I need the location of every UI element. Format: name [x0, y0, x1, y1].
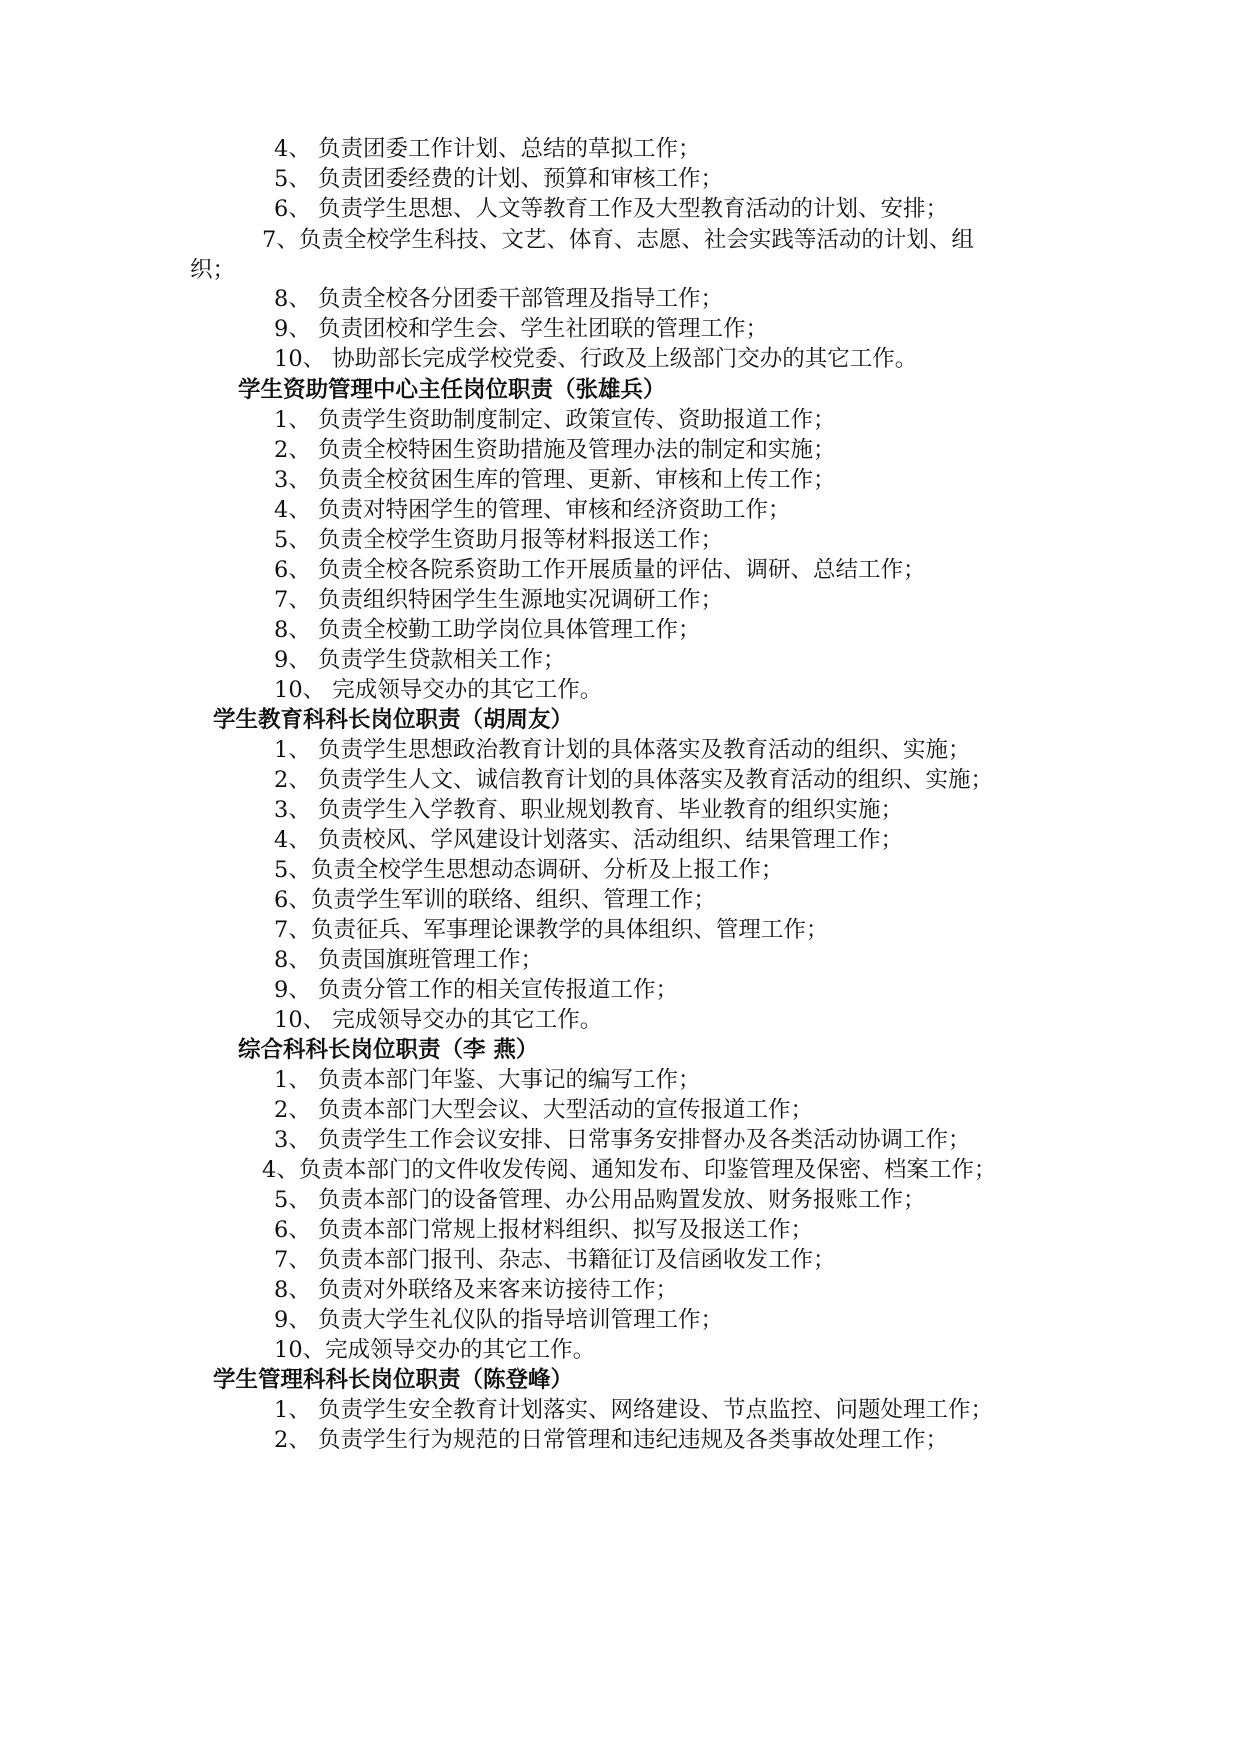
tuanwei-item-7: 7、负责全校学生科技、文艺、体育、志愿、社会实践等活动的计划、组: [262, 227, 974, 253]
jiaoyu-item-9: 9、 负责分管工作的相关宣传报道工作；: [274, 977, 678, 1003]
zizhu-item-5: 5、 负责全校学生资助月报等材料报送工作；: [274, 527, 723, 553]
tuanwei-item-7-cont: 织；: [190, 257, 236, 283]
zizhu-item-2: 2、 负责全校特困生资助措施及管理办法的制定和实施；: [274, 437, 836, 463]
guanli-item-2: 2、 负责学生行为规范的日常管理和违纪违规及各类事故处理工作；: [274, 1427, 948, 1453]
zonghe-item-4: 4、负责本部门的文件收发传阅、通知发布、印鉴管理及保密、档案工作；: [262, 1157, 997, 1183]
tuanwei-item-5: 5、 负责团委经费的计划、预算和审核工作；: [274, 166, 723, 192]
tuanwei-item-8: 8、 负责全校各分团委干部管理及指导工作；: [274, 286, 723, 312]
zizhu-item-9: 9、 负责学生贷款相关工作；: [274, 647, 566, 673]
zizhu-item-3: 3、 负责全校贫困生库的管理、更新、审核和上传工作；: [274, 467, 836, 493]
zizhu-item-1: 1、 负责学生资助制度制定、政策宣传、资助报道工作；: [274, 407, 836, 433]
tuanwei-item-10: 10、 协助部长完成学校党委、行政及上级部门交办的其它工作。: [274, 346, 918, 372]
jiaoyu-item-1: 1、 负责学生思想政治教育计划的具体落实及教育活动的组织、实施；: [274, 737, 971, 763]
jiaoyu-item-4: 4、 负责校风、学风建设计划落实、活动组织、结果管理工作；: [274, 827, 903, 853]
jiaoyu-heading: 学生教育科科长岗位职责（胡周友）: [213, 707, 574, 733]
zonghe-item-8: 8、 负责对外联络及来客来访接待工作；: [274, 1277, 678, 1303]
zonghe-item-9: 9、 负责大学生礼仪队的指导培训管理工作；: [274, 1307, 723, 1333]
zonghe-item-5: 5、 负责本部门的设备管理、办公用品购置发放、财务报账工作；: [274, 1187, 926, 1213]
zizhu-item-6: 6、 负责全校各院系资助工作开展质量的评估、调研、总结工作；: [274, 557, 926, 583]
jiaoyu-item-6: 6、负责学生军训的联络、组织、管理工作；: [274, 887, 716, 913]
guanli-heading: 学生管理科科长岗位职责（陈登峰）: [213, 1367, 574, 1393]
zonghe-item-1: 1、 负责本部门年鉴、大事记的编写工作；: [274, 1067, 701, 1093]
zizhu-item-10: 10、 完成领导交办的其它工作。: [274, 677, 603, 703]
jiaoyu-item-7: 7、负责征兵、军事理论课教学的具体组织、管理工作；: [274, 917, 829, 943]
zonghe-item-7: 7、 负责本部门报刊、杂志、书籍征订及信函收发工作；: [274, 1247, 836, 1273]
jiaoyu-item-10: 10、 完成领导交办的其它工作。: [274, 1007, 603, 1033]
zizhu-item-4: 4、 负责对特困学生的管理、审核和经济资助工作；: [274, 497, 791, 523]
guanli-item-1: 1、 负责学生安全教育计划落实、网络建设、节点监控、问题处理工作；: [274, 1397, 993, 1423]
jiaoyu-item-5: 5、负责全校学生思想动态调研、分析及上报工作；: [274, 857, 784, 883]
zizhu-item-8: 8、 负责全校勤工助学岗位具体管理工作；: [274, 617, 701, 643]
tuanwei-item-6: 6、 负责学生思想、人文等教育工作及大型教育活动的计划、安排；: [274, 196, 948, 222]
jiaoyu-item-3: 3、 负责学生入学教育、职业规划教育、毕业教育的组织实施；: [274, 797, 903, 823]
zizhu-item-7: 7、 负责组织特困学生生源地实况调研工作；: [274, 587, 723, 613]
zonghe-item-10: 10、完成领导交办的其它工作。: [274, 1337, 596, 1363]
zonghe-heading: 综合科科长岗位职责（李 燕）: [238, 1037, 539, 1063]
tuanwei-item-4: 4、 负责团委工作计划、总结的草拟工作；: [274, 136, 701, 162]
zonghe-item-3: 3、 负责学生工作会议安排、日常事务安排督办及各类活动协调工作；: [274, 1127, 971, 1153]
tuanwei-item-9: 9、 负责团校和学生会、学生社团联的管理工作；: [274, 316, 768, 342]
jiaoyu-item-8: 8、 负责国旗班管理工作；: [274, 947, 543, 973]
jiaoyu-item-2: 2、 负责学生人文、诚信教育计划的具体落实及教育活动的组织、实施；: [274, 767, 993, 793]
zonghe-item-6: 6、 负责本部门常规上报材料组织、拟写及报送工作；: [274, 1217, 813, 1243]
zizhu-heading: 学生资助管理中心主任岗位职责（张雄兵）: [238, 377, 666, 403]
zonghe-item-2: 2、 负责本部门大型会议、大型活动的宣传报道工作；: [274, 1097, 813, 1123]
